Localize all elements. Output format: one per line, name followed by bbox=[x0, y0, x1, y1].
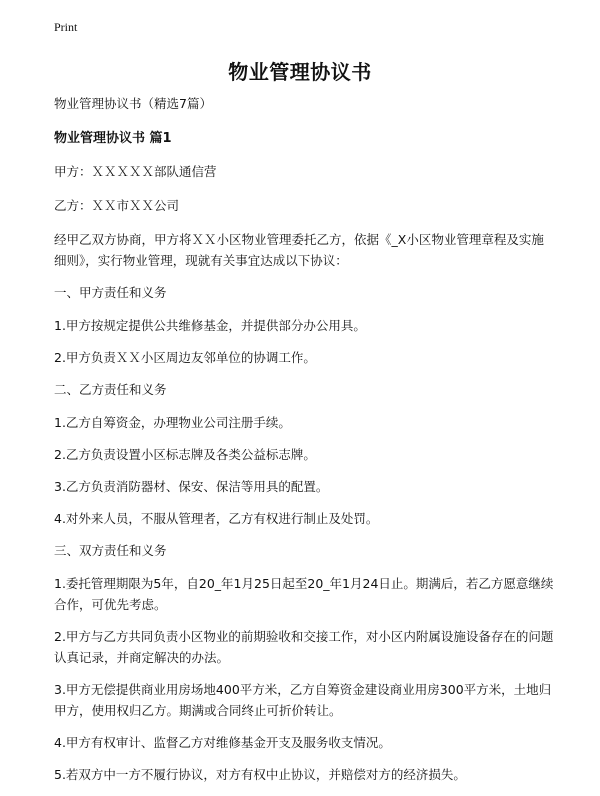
document-title: 物业管理协议书 bbox=[228, 60, 372, 84]
heading-party-b-duties: 二、乙方责任和义务 bbox=[54, 382, 167, 397]
heading-party-a-duties: 一、甲方责任和义务 bbox=[54, 285, 167, 300]
print-link[interactable]: Print bbox=[54, 20, 78, 34]
intro-paragraph: 经甲乙双方协商，甲方将ＸＸ小区物业管理委托乙方，依据《_X小区物业管理章程及实施细则》，实行物业管理，现就有关事宜达成以下协议： bbox=[54, 232, 544, 268]
list-item: 3.甲方无偿提供商业用房场地400平方米，乙方自筹资金建设商业用房300平方米，土地归甲方，使用权归乙方。期满或合同终止可折价转让。 bbox=[54, 682, 552, 718]
list-item: 1.委托管理期限为5年，自20_年1月25日起至20_年1月24日止。期满后，若乙方愿意继续合作，可优先考虑。 bbox=[54, 576, 554, 612]
section-title: 物业管理协议书 篇1 bbox=[54, 131, 172, 146]
party-b: 乙方：ＸＸ市ＸＸ公司 bbox=[54, 198, 180, 213]
list-item: 3.乙方负责消防器材、保安、保洁等用具的配置。 bbox=[54, 479, 329, 494]
list-item: 4.对外来人员，不服从管理者，乙方有权进行制止及处罚。 bbox=[54, 511, 379, 526]
list-item: 2.甲方负责ＸＸ小区周边友邻单位的协调工作。 bbox=[54, 350, 316, 365]
heading-joint-duties: 三、双方责任和义务 bbox=[54, 543, 167, 558]
list-item: 2.甲方与乙方共同负责小区物业的前期验收和交接工作，对小区内附属设施设备存在的问题认真记录，并商定解决的办法。 bbox=[54, 629, 554, 665]
list-item: 5.若双方中一方不履行协议，对方有权中止协议，并赔偿对方的经济损失。 bbox=[54, 767, 466, 782]
document-body bbox=[54, 93, 554, 796]
list-item: 1.甲方按规定提供公共维修基金，并提供部分办公用具。 bbox=[54, 318, 366, 333]
list-item: 4.甲方有权审计、监督乙方对维修基金开支及服务收支情况。 bbox=[54, 735, 391, 750]
list-item: 2.乙方负责设置小区标志牌及各类公益标志牌。 bbox=[54, 447, 316, 462]
list-item: 1.乙方自筹资金，办理物业公司注册手续。 bbox=[54, 415, 291, 430]
document-subtitle: 物业管理协议书（精选7篇） bbox=[54, 96, 212, 111]
party-a: 甲方：ＸＸＸＸＸ部队通信营 bbox=[54, 164, 217, 179]
